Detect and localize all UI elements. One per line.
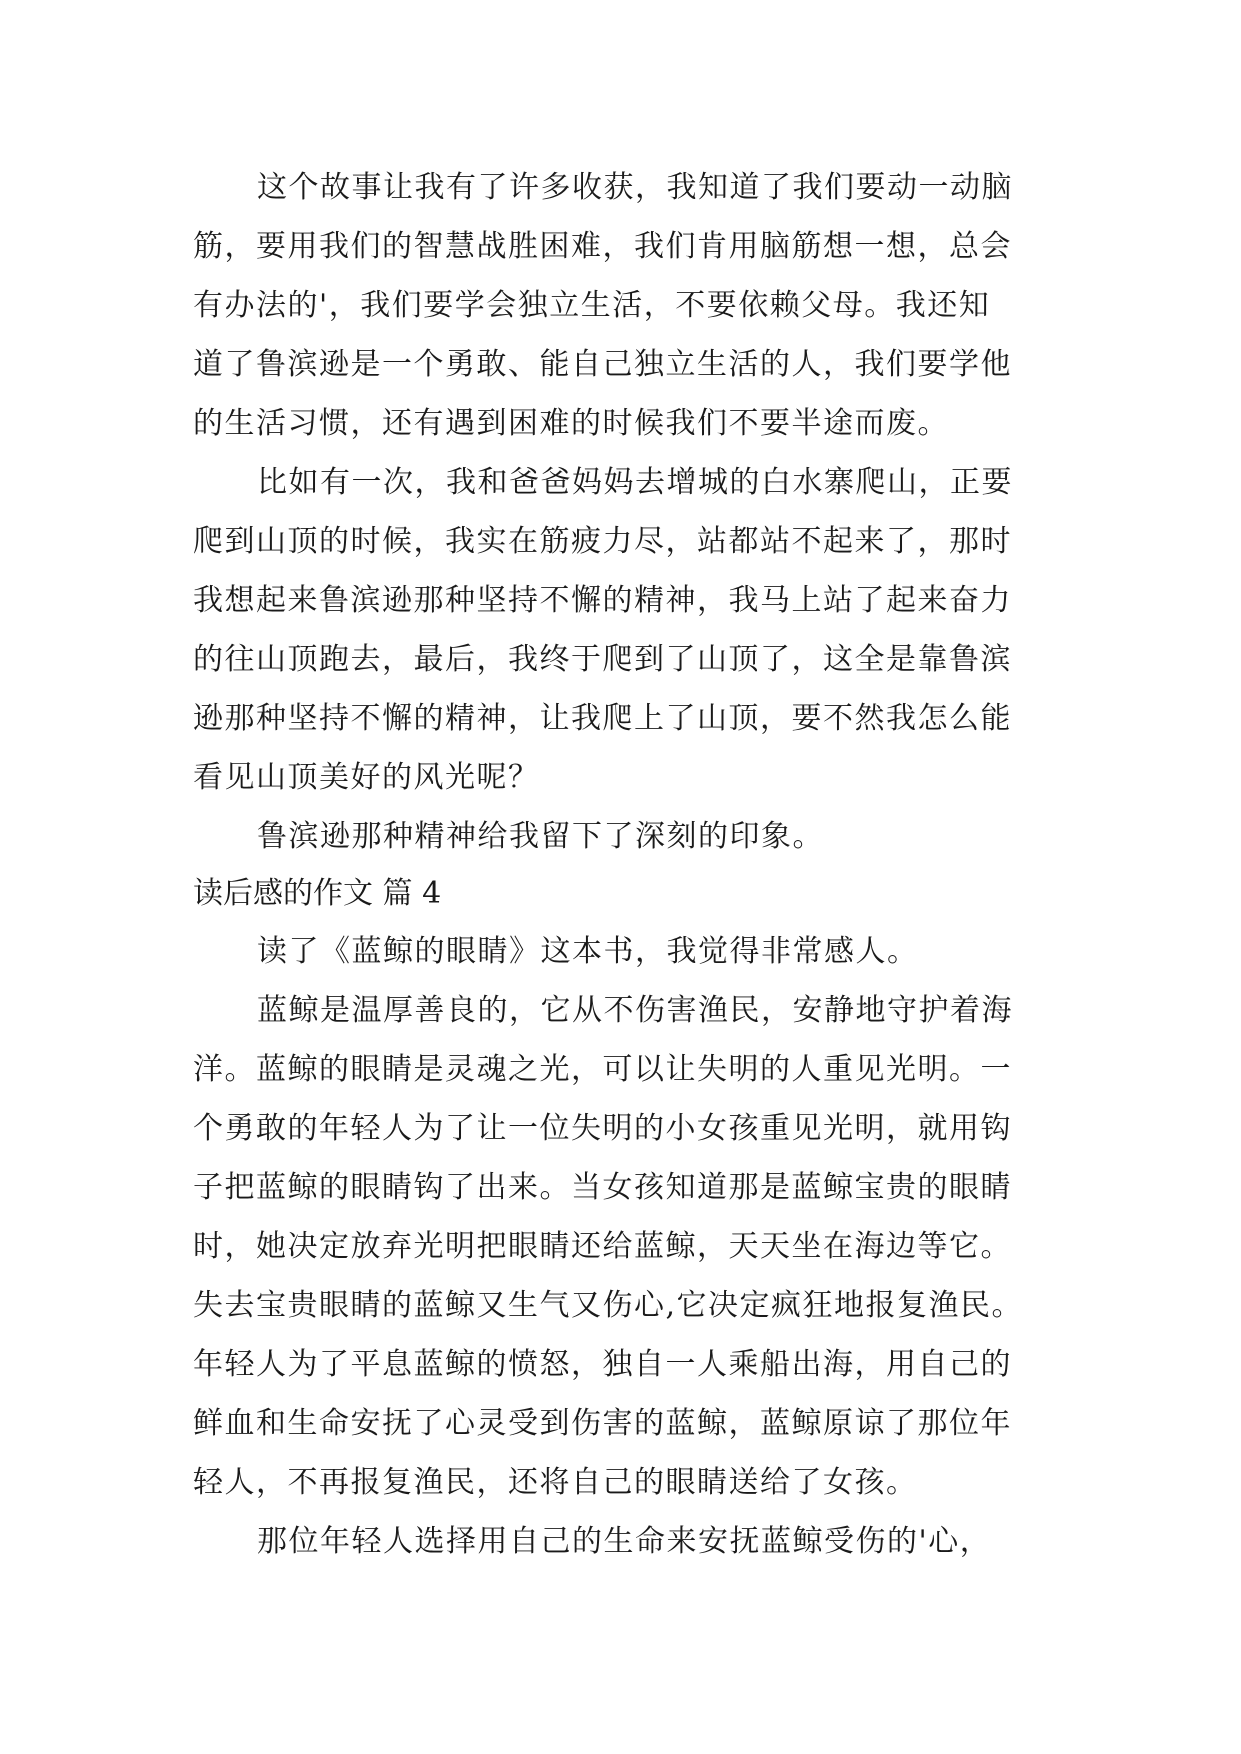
text-line: 逊那种坚持不懈的精神，让我爬上了山顶，要不然我怎么能 [193,701,1012,736]
text-line: 鲁滨逊那种精神给我留下了深刻的印象。 [257,819,824,854]
text-line: 看见山顶美好的风光呢？ [193,760,540,795]
text-line: 有办法的'，我们要学会独立生活，不要依赖父母。我还知 [193,288,991,323]
paragraph [193,981,1083,1512]
text-line: 我想起来鲁滨逊那种坚持不懈的精神，我马上站了起来奋力 [193,583,1012,618]
paragraph [193,922,1083,981]
text-line: 洋。蓝鲸的眼睛是灵魂之光，可以让失明的人重见光明。一 [193,1052,1012,1087]
paragraph [193,158,1083,453]
paragraph [193,1512,1083,1571]
section-heading: 读后感的作文 篇 4 [193,876,442,911]
text-line: 轻人，不再报复渔民，还将自己的眼睛送给了女孩。 [193,1465,918,1500]
text-line: 个勇敢的年轻人为了让一位失明的小女孩重见光明，就用钩 [193,1111,1012,1146]
text-line: 读了《蓝鲸的眼睛》这本书，我觉得非常感人。 [257,934,919,969]
text-line: 蓝鲸是温厚善良的，它从不伤害渔民，安静地守护着海 [257,993,1013,1028]
text-line: 这个故事让我有了许多收获，我知道了我们要动一动脑 [257,170,1013,205]
document-body [193,158,1083,1571]
text-line: 筋，要用我们的智慧战胜困难，我们肯用脑筋想一想，总会 [193,229,1012,264]
text-line: 鲜血和生命安抚了心灵受到伤害的蓝鲸，蓝鲸原谅了那位年 [193,1406,1012,1441]
paragraph [193,807,1083,866]
text-line: 爬到山顶的时候，我实在筋疲力尽，站都站不起来了，那时 [193,524,1012,559]
text-line: 比如有一次，我和爸爸妈妈去增城的白水寨爬山，正要 [257,465,1013,500]
text-line: 年轻人为了平息蓝鲸的愤怒，独自一人乘船出海，用自己的 [193,1347,1012,1382]
text-line: 的生活习惯，还有遇到困难的时候我们不要半途而废。 [193,406,949,441]
text-line: 道了鲁滨逊是一个勇敢、能自己独立生活的人，我们要学他 [193,347,1012,382]
paragraph [193,453,1083,807]
text-line: 失去宝贵眼睛的蓝鲸又生气又伤心,它决定疯狂地报复渔民。 [193,1288,1024,1323]
text-line: 的往山顶跑去，最后，我终于爬到了山顶了，这全是靠鲁滨 [193,642,1012,677]
text-line: 时，她决定放弃光明把眼睛还给蓝鲸，天天坐在海边等它。 [193,1229,1012,1264]
text-line: 子把蓝鲸的眼睛钩了出来。当女孩知道那是蓝鲸宝贵的眼睛 [193,1170,1012,1205]
text-line: 那位年轻人选择用自己的生命来安抚蓝鲸受伤的'心， [257,1524,992,1559]
